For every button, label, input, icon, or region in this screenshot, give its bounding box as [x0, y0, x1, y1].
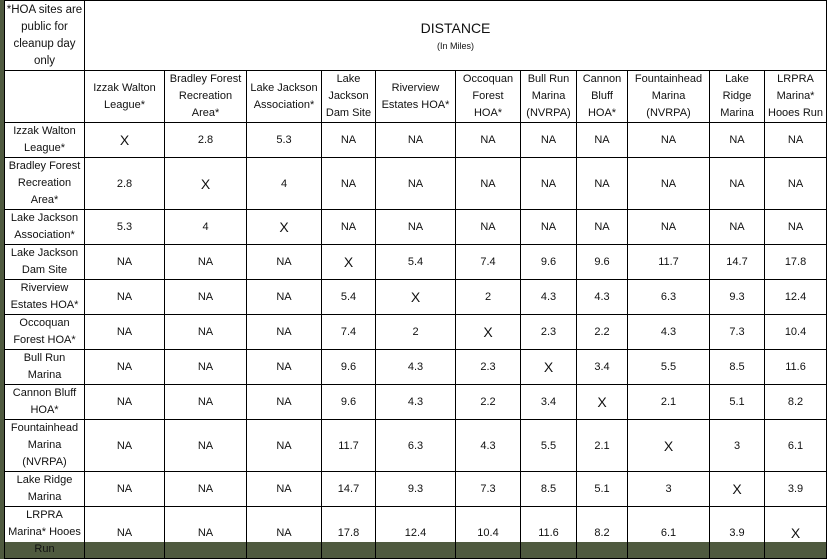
column-header: Lake Ridge Marina: [710, 71, 765, 123]
distance-cell: 8.5: [521, 472, 577, 507]
table-row: [5, 507, 827, 559]
distance-cell: NA: [247, 472, 322, 507]
distance-table: [4, 0, 827, 559]
table-row: [5, 385, 827, 420]
distance-cell: NA: [85, 350, 165, 385]
row-header: Fountainhead Marina (NVRPA): [5, 420, 85, 472]
distance-cell: NA: [85, 385, 165, 420]
distance-cell: NA: [247, 245, 322, 280]
table-row: [5, 315, 827, 350]
self-cell: X: [521, 350, 577, 385]
self-cell: X: [577, 385, 628, 420]
distance-cell: 4.3: [376, 350, 456, 385]
distance-cell: 3: [710, 420, 765, 472]
column-header-row: [5, 71, 827, 123]
distance-cell: 9.6: [322, 385, 376, 420]
distance-cell: NA: [322, 158, 376, 210]
self-cell: X: [85, 123, 165, 158]
distance-cell: 8.5: [710, 350, 765, 385]
distance-cell: NA: [577, 210, 628, 245]
column-header: Riverview Estates HOA*: [376, 71, 456, 123]
distance-cell: 3.9: [710, 507, 765, 559]
distance-cell: 4: [165, 210, 247, 245]
distance-cell: NA: [376, 158, 456, 210]
distance-cell: NA: [710, 210, 765, 245]
row-header: Lake Jackson Dam Site: [5, 245, 85, 280]
distance-cell: NA: [165, 350, 247, 385]
hoa-note: *HOA sites are public for cleanup day only: [5, 1, 85, 71]
distance-cell: NA: [165, 472, 247, 507]
distance-cell: 9.6: [521, 245, 577, 280]
distance-cell: 2: [376, 315, 456, 350]
distance-cell: 2.3: [456, 350, 521, 385]
distance-table-sheet: [4, 0, 826, 555]
column-header: Occoquan Forest HOA*: [456, 71, 521, 123]
column-header: Cannon Bluff HOA*: [577, 71, 628, 123]
distance-cell: 4.3: [577, 280, 628, 315]
distance-cell: 14.7: [322, 472, 376, 507]
column-header: Bull Run Marina (NVRPA): [521, 71, 577, 123]
distance-cell: 4.3: [376, 385, 456, 420]
distance-cell: 2.3: [521, 315, 577, 350]
distance-cell: 10.4: [456, 507, 521, 559]
row-header: LRPRA Marina* Hooes Run: [5, 507, 85, 559]
distance-cell: 11.6: [521, 507, 577, 559]
column-header: Bradley Forest Recreation Area*: [165, 71, 247, 123]
distance-cell: 4.3: [628, 315, 710, 350]
distance-cell: NA: [628, 210, 710, 245]
distance-cell: NA: [247, 350, 322, 385]
table-subtitle: (In Miles): [437, 41, 475, 51]
column-header: Izzak Walton League*: [85, 71, 165, 123]
distance-cell: 9.6: [577, 245, 628, 280]
distance-cell: 7.4: [322, 315, 376, 350]
table-row: [5, 420, 827, 472]
distance-cell: 4.3: [456, 420, 521, 472]
self-cell: X: [765, 507, 827, 559]
distance-cell: 3.4: [577, 350, 628, 385]
distance-cell: 5.1: [710, 385, 765, 420]
row-header: Lake Ridge Marina: [5, 472, 85, 507]
row-header: Riverview Estates HOA*: [5, 280, 85, 315]
distance-cell: NA: [85, 315, 165, 350]
distance-cell: NA: [165, 385, 247, 420]
self-cell: X: [165, 158, 247, 210]
row-header: Cannon Bluff HOA*: [5, 385, 85, 420]
distance-cell: 2.2: [577, 315, 628, 350]
distance-cell: 9.6: [322, 350, 376, 385]
distance-cell: NA: [577, 123, 628, 158]
distance-cell: NA: [85, 472, 165, 507]
distance-cell: 7.4: [456, 245, 521, 280]
table-row: [5, 472, 827, 507]
distance-cell: 5.3: [85, 210, 165, 245]
distance-cell: 8.2: [765, 385, 827, 420]
corner-cell: [5, 71, 85, 123]
distance-cell: 3.4: [521, 385, 577, 420]
distance-cell: NA: [247, 420, 322, 472]
distance-cell: NA: [456, 123, 521, 158]
distance-cell: NA: [628, 158, 710, 210]
distance-cell: 5.1: [577, 472, 628, 507]
distance-cell: 2.8: [165, 123, 247, 158]
distance-cell: NA: [85, 507, 165, 559]
distance-cell: 4.3: [521, 280, 577, 315]
distance-cell: NA: [165, 280, 247, 315]
distance-cell: NA: [628, 123, 710, 158]
column-header: Fountainhead Marina (NVRPA): [628, 71, 710, 123]
distance-cell: 6.1: [628, 507, 710, 559]
distance-cell: NA: [85, 245, 165, 280]
distance-cell: NA: [456, 210, 521, 245]
distance-cell: 11.7: [628, 245, 710, 280]
distance-cell: 2: [456, 280, 521, 315]
row-header: Occoquan Forest HOA*: [5, 315, 85, 350]
distance-cell: 5.3: [247, 123, 322, 158]
distance-cell: 5.5: [521, 420, 577, 472]
distance-cell: 17.8: [765, 245, 827, 280]
self-cell: X: [710, 472, 765, 507]
distance-cell: 14.7: [710, 245, 765, 280]
distance-cell: 5.5: [628, 350, 710, 385]
distance-cell: 10.4: [765, 315, 827, 350]
self-cell: X: [456, 315, 521, 350]
distance-cell: NA: [765, 210, 827, 245]
column-header: Lake Jackson Dam Site: [322, 71, 376, 123]
table-title: DISTANCE: [420, 20, 491, 36]
distance-cell: NA: [765, 158, 827, 210]
table-row: [5, 123, 827, 158]
distance-cell: 9.3: [710, 280, 765, 315]
distance-cell: NA: [165, 245, 247, 280]
distance-cell: NA: [577, 158, 628, 210]
table-row: [5, 350, 827, 385]
table-row: [5, 245, 827, 280]
distance-cell: 11.6: [765, 350, 827, 385]
distance-cell: NA: [247, 315, 322, 350]
distance-cell: NA: [85, 280, 165, 315]
distance-cell: 5.4: [322, 280, 376, 315]
distance-cell: 7.3: [456, 472, 521, 507]
distance-cell: NA: [710, 158, 765, 210]
distance-cell: 6.3: [628, 280, 710, 315]
distance-cell: 2.1: [628, 385, 710, 420]
distance-cell: 3: [628, 472, 710, 507]
distance-cell: 3.9: [765, 472, 827, 507]
self-cell: X: [322, 245, 376, 280]
distance-cell: 4: [247, 158, 322, 210]
column-header: LRPRA Marina* Hooes Run: [765, 71, 827, 123]
distance-cell: 17.8: [322, 507, 376, 559]
distance-cell: NA: [85, 420, 165, 472]
distance-cell: 9.3: [376, 472, 456, 507]
distance-cell: NA: [376, 210, 456, 245]
distance-cell: NA: [322, 123, 376, 158]
distance-cell: 6.1: [765, 420, 827, 472]
distance-cell: NA: [247, 507, 322, 559]
distance-cell: 5.4: [376, 245, 456, 280]
distance-cell: 2.8: [85, 158, 165, 210]
distance-cell: NA: [710, 123, 765, 158]
row-header: Bull Run Marina: [5, 350, 85, 385]
distance-cell: 7.3: [710, 315, 765, 350]
distance-cell: 6.3: [376, 420, 456, 472]
distance-cell: NA: [521, 123, 577, 158]
distance-cell: 12.4: [765, 280, 827, 315]
self-cell: X: [628, 420, 710, 472]
distance-cell: NA: [165, 315, 247, 350]
self-cell: X: [247, 210, 322, 245]
distance-cell: NA: [456, 158, 521, 210]
distance-cell: NA: [165, 420, 247, 472]
row-header: Bradley Forest Recreation Area*: [5, 158, 85, 210]
row-header: Lake Jackson Association*: [5, 210, 85, 245]
distance-cell: NA: [765, 123, 827, 158]
title-row: [5, 1, 827, 71]
distance-cell: 2.2: [456, 385, 521, 420]
distance-cell: NA: [521, 210, 577, 245]
distance-cell: NA: [376, 123, 456, 158]
self-cell: X: [376, 280, 456, 315]
distance-cell: 11.7: [322, 420, 376, 472]
table-row: [5, 210, 827, 245]
distance-cell: NA: [521, 158, 577, 210]
row-header: Izzak Walton League*: [5, 123, 85, 158]
distance-cell: NA: [322, 210, 376, 245]
distance-cell: 2.1: [577, 420, 628, 472]
table-row: [5, 280, 827, 315]
title-cell: [85, 1, 827, 71]
distance-cell: NA: [165, 507, 247, 559]
distance-cell: NA: [247, 385, 322, 420]
distance-cell: 8.2: [577, 507, 628, 559]
distance-cell: NA: [247, 280, 322, 315]
table-row: [5, 158, 827, 210]
column-header: Lake Jackson Association*: [247, 71, 322, 123]
distance-cell: 12.4: [376, 507, 456, 559]
